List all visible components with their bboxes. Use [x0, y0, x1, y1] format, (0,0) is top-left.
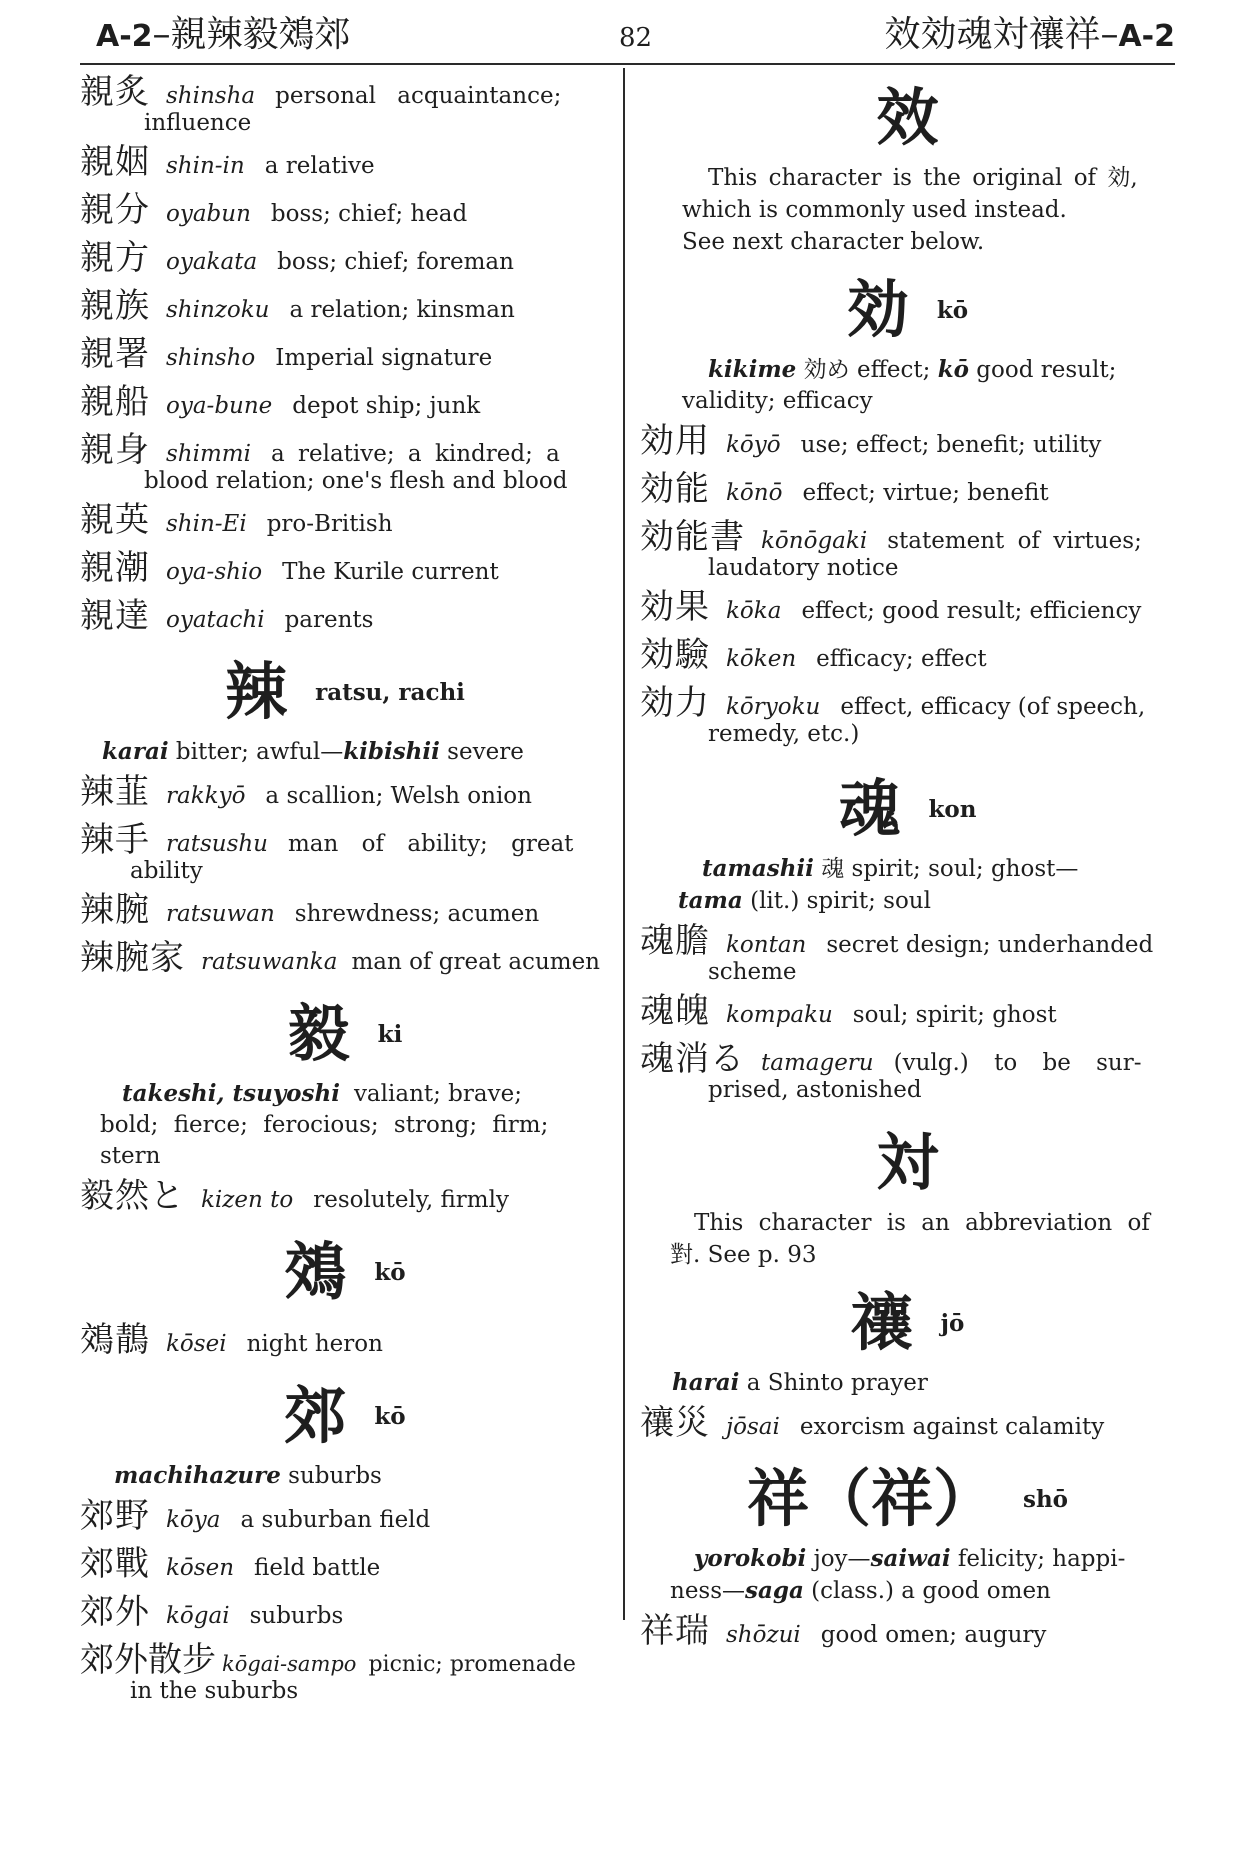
entry-kanji: 親方	[80, 238, 150, 278]
entry-definition: secret design; underhanded	[826, 932, 1154, 958]
entry-definition: use; effect; benefit; utility	[800, 432, 1102, 458]
dict-entry	[80, 934, 610, 982]
dict-entry	[80, 886, 610, 934]
kun-word: karai	[102, 738, 169, 765]
entry-kanji: 親姻	[80, 142, 150, 182]
entry-romaji: kōka	[726, 598, 782, 624]
entry-kanji: 親分	[80, 190, 150, 230]
kun-reading-line	[678, 885, 1175, 917]
entry-definition: statement of virtues;	[887, 528, 1142, 554]
headword-kanji: 効	[846, 273, 909, 346]
headword-ratsu	[80, 654, 610, 730]
entry-kanji: 魂膽	[640, 921, 710, 961]
entry-romaji: kōgai-sampo	[222, 1652, 357, 1676]
entry-definition: man of great acumen	[351, 949, 600, 975]
entry-kanji: 魂消る	[640, 1039, 745, 1079]
entry-romaji: ratsuwanka	[201, 949, 338, 975]
header-right	[884, 10, 1175, 62]
entry-definition: soul; spirit; ghost	[852, 1002, 1057, 1028]
kun-reading-line	[702, 853, 1175, 885]
entry-kanji: 郊戰	[80, 1544, 150, 1584]
entry-definition: night heron	[246, 1331, 383, 1357]
entry-romaji: kōsen	[166, 1555, 235, 1581]
column-divider	[623, 68, 625, 1620]
headword-kanji: 效	[876, 81, 939, 154]
kun-reading-line	[694, 1543, 1175, 1575]
entry-definition-cont: blood relation; one's flesh and blood	[144, 468, 568, 494]
entry-definition: pro-British	[266, 511, 393, 537]
headword-ko-suburb	[80, 1378, 610, 1454]
entry-kanji: 効能	[640, 469, 710, 509]
kun-definition: valiant; brave;	[353, 1081, 522, 1107]
headword-ko-heron	[80, 1234, 610, 1310]
kun-word: takeshi, tsuyoshi	[122, 1080, 340, 1107]
header-left-code: A-2	[96, 19, 153, 54]
entry-definition: Imperial signature	[275, 345, 493, 371]
entry-romaji: kōyō	[726, 432, 781, 458]
headword-reading: ratsu, rachi	[315, 678, 465, 706]
entry-kanji: 親身	[80, 430, 150, 470]
entry-kanji: 禳災	[640, 1403, 710, 1443]
kun-definition: suburbs	[280, 1463, 382, 1489]
headword-kanji: 魂	[838, 772, 901, 845]
kun-word: yorokobi	[694, 1545, 807, 1572]
ki-entry-list	[80, 1172, 610, 1220]
kun-word: tamashii	[702, 855, 814, 882]
entry-definition: picnic; promenade	[368, 1652, 576, 1677]
entry-romaji: kōgai	[166, 1603, 230, 1629]
entry-kanji: 魂魄	[640, 991, 710, 1031]
note-line: See next character below.	[682, 229, 985, 255]
entry-definition: man of ability; great	[288, 831, 574, 857]
kon-entry-list	[640, 917, 1175, 1105]
entry-kanji: 親英	[80, 500, 150, 540]
dict-entry	[640, 631, 1175, 679]
kun-reading-line	[122, 1078, 610, 1110]
headword-sho	[640, 1461, 1175, 1537]
headword-reading: kō	[374, 1258, 406, 1286]
entry-definition: efficacy; effect	[816, 646, 987, 672]
dict-entry	[640, 417, 1175, 465]
entry-definition-cont: influence	[144, 110, 252, 136]
kun-definition: (class.) a good omen	[803, 1578, 1051, 1604]
kun-reading-line	[672, 1367, 1175, 1399]
entry-romaji: ratsuwan	[166, 901, 275, 927]
entry-romaji: ratsushu	[166, 831, 268, 857]
headword-reading: kō	[936, 296, 969, 324]
entry-definition: a scallion; Welsh onion	[265, 783, 532, 809]
sho-entry-list	[640, 1607, 1175, 1655]
kun-word: machihazure	[114, 1462, 281, 1489]
dict-entry	[80, 138, 610, 186]
kun-word: saga	[745, 1577, 804, 1604]
dict-entry	[80, 768, 610, 816]
kun-definition: effect;	[849, 357, 938, 383]
entry-romaji: oyabun	[166, 201, 251, 227]
entry-romaji: oyakata	[166, 249, 258, 275]
kun-definition-cont: stern	[100, 1143, 161, 1169]
entry-kanji: 郊野	[80, 1496, 150, 1536]
headword-kanji: 対	[876, 1126, 939, 1199]
headword-kon	[640, 771, 1175, 847]
dict-entry	[80, 282, 610, 330]
entry-definition: field battle	[254, 1555, 381, 1581]
dict-entry	[80, 1636, 610, 1706]
header-right-chars: 效効魂対禳祥–	[884, 14, 1119, 55]
dict-entry	[640, 679, 1175, 749]
page-header	[96, 10, 1175, 60]
entry-definition: (vulg.) to be sur-	[893, 1050, 1142, 1076]
entry-romaji: kōnōgaki	[761, 528, 868, 554]
entry-definition: boss; chief; foreman	[277, 249, 514, 275]
entry-kanji: 効能書	[640, 517, 745, 557]
dict-entry	[80, 234, 610, 282]
entry-definition-cont: in the suburbs	[130, 1678, 299, 1704]
kun-reading-line	[114, 1460, 610, 1492]
entry-kanji: 効力	[640, 683, 710, 723]
ko1-entry-list	[80, 1316, 610, 1364]
note-line: 對. See p. 93	[670, 1242, 817, 1268]
dict-entry	[80, 1492, 610, 1540]
entry-romaji: shimmi	[166, 441, 251, 467]
kun-word: kibishii	[343, 738, 440, 765]
entry-romaji: shinsha	[166, 83, 256, 109]
entry-kanji: 親船	[80, 382, 150, 422]
entry-definition: depot ship; junk	[292, 393, 481, 419]
entry-definition: suburbs	[249, 1603, 344, 1629]
kun-word: saiwai	[870, 1545, 951, 1572]
entry-kanji: 祥瑞	[640, 1611, 710, 1651]
entry-definition: a relative; a kindred; a	[270, 441, 560, 467]
entry-definition-cont: scheme	[708, 959, 797, 985]
entry-romaji: kōryoku	[726, 694, 821, 720]
note-line: This character is an abbreviation of	[694, 1210, 1150, 1236]
note-line: which is commonly used instead.	[682, 197, 1067, 223]
entry-kanji: 効用	[640, 421, 710, 461]
dict-entry	[640, 987, 1175, 1035]
entry-romaji: shin-Ei	[166, 511, 247, 537]
entry-definition-cont: ability	[130, 858, 203, 884]
entry-definition-cont: prised, astonished	[708, 1077, 922, 1103]
dict-entry	[80, 68, 610, 138]
entry-romaji: rakkyō	[166, 783, 246, 809]
dict-entry	[80, 816, 610, 886]
entry-romaji: shōzui	[726, 1622, 801, 1648]
entry-definition: The Kurile current	[282, 559, 499, 585]
kun-word: kikime	[708, 356, 797, 383]
entry-kanji: 郊外散步	[80, 1640, 216, 1680]
dict-entry	[80, 1172, 610, 1220]
kun-definition: felicity; happi-	[950, 1546, 1126, 1572]
headword-tai	[640, 1125, 1175, 1201]
entry-kanji: 郊外	[80, 1592, 150, 1632]
headword-reading: jō	[940, 1309, 965, 1337]
headword-reading: shō	[1023, 1485, 1069, 1513]
headword-reading: kō	[374, 1402, 406, 1430]
entry-kanji: 親族	[80, 286, 150, 326]
kun-reading-line	[102, 736, 610, 768]
entry-kanji: 親達	[80, 596, 150, 636]
dict-entry	[80, 1316, 610, 1364]
ko-entry-list	[640, 417, 1175, 749]
kun-definition: severe	[439, 739, 524, 765]
ratsu-entry-list	[80, 768, 610, 982]
headword-kanji: 郊	[284, 1379, 347, 1452]
entry-romaji: kōken	[726, 646, 797, 672]
entry-romaji: kōya	[166, 1507, 221, 1533]
right-column	[640, 68, 1175, 1655]
kun-word: tama	[678, 887, 743, 914]
kun-reading-line	[708, 354, 1175, 386]
entry-romaji: kompaku	[726, 1002, 833, 1028]
headword-kanji: 毅	[287, 997, 350, 1070]
headword-reading: ki	[377, 1020, 403, 1048]
entry-romaji: kōsei	[166, 1331, 227, 1357]
entry-definition: good omen; augury	[820, 1622, 1047, 1648]
entry-definition-cont: laudatory notice	[708, 555, 899, 581]
kun-definition: ness—	[670, 1578, 746, 1604]
left-column	[80, 68, 610, 1706]
kun-kanji: 効め	[796, 357, 850, 383]
kun-definition: joy—	[806, 1546, 871, 1572]
entry-romaji: jōsai	[726, 1414, 780, 1440]
headword-ko-effect	[640, 272, 1175, 348]
kun-definition: a Shinto prayer	[739, 1370, 928, 1396]
entry-kanji: 辣腕家	[80, 938, 185, 978]
kun-word: kō	[937, 356, 969, 383]
dict-entry	[640, 583, 1175, 631]
entry-definition: a suburban field	[240, 1507, 431, 1533]
entry-definition: exorcism against calamity	[799, 1414, 1105, 1440]
dict-entry	[80, 186, 610, 234]
jo-entry-list	[640, 1399, 1175, 1447]
entry-definition: a relative	[264, 153, 375, 179]
entry-definition: personal acquaintance;	[275, 83, 562, 109]
entry-definition-cont: remedy, etc.)	[708, 721, 860, 747]
entry-kanji: 辣手	[80, 820, 150, 860]
kun-definition-cont: validity; efficacy	[682, 388, 873, 414]
kun-definition: spirit; soul; ghost—	[844, 856, 1079, 882]
entry-kanji: 鵁鶄	[80, 1320, 150, 1360]
entry-definition: effect, efficacy (of speech,	[840, 694, 1146, 720]
entry-kanji: 親潮	[80, 548, 150, 588]
dict-entry	[80, 378, 610, 426]
entry-definition: shrewdness; acumen	[294, 901, 540, 927]
headword-kanji: 辣	[225, 655, 288, 728]
entry-kanji: 親署	[80, 334, 150, 374]
entry-romaji: shinzoku	[166, 297, 270, 323]
entry-kanji: 効驗	[640, 635, 710, 675]
kun-reading-line	[670, 1575, 1175, 1607]
entry-kanji: 毅然と	[80, 1176, 185, 1216]
headword-ki	[80, 996, 610, 1072]
entry-definition: effect; good result; efficiency	[801, 598, 1142, 624]
entry-definition: a relation; kinsman	[289, 297, 515, 323]
dict-entry	[640, 465, 1175, 513]
entry-kanji: 辣韮	[80, 772, 150, 812]
dict-entry	[640, 1399, 1175, 1447]
headword-ko-original	[640, 80, 1175, 156]
dict-entry	[80, 592, 610, 640]
headword-kanji: 禳	[850, 1286, 913, 1359]
ko2-entry-list	[80, 1492, 610, 1706]
kun-definition: good result;	[968, 357, 1117, 383]
kun-definition: bitter; awful—	[168, 739, 344, 765]
header-left-chars: –親辣毅鵁郊	[152, 14, 351, 55]
entry-definition: resolutely, firmly	[313, 1187, 509, 1213]
entry-kanji: 辣腕	[80, 890, 150, 930]
headword-kanji: 祥（祥）	[746, 1462, 995, 1535]
dict-entry	[80, 544, 610, 592]
dict-entry	[640, 917, 1175, 987]
entry-romaji: shin-in	[166, 153, 245, 179]
headword-jo	[640, 1285, 1175, 1361]
entry-romaji: kōnō	[726, 480, 783, 506]
dict-entry	[80, 496, 610, 544]
entry-kanji: 効果	[640, 587, 710, 627]
entry-definition: boss; chief; head	[270, 201, 468, 227]
page-number: 82	[618, 23, 653, 53]
entry-romaji: oya-bune	[166, 393, 273, 419]
header-right-code: A-2	[1118, 19, 1175, 54]
entry-definition: effect; virtue; benefit	[802, 480, 1049, 506]
dict-entry	[80, 1588, 610, 1636]
entry-definition: parents	[284, 607, 374, 633]
entry-romaji: oya-shio	[166, 559, 263, 585]
dict-entry	[80, 426, 610, 496]
dict-entry	[640, 513, 1175, 583]
kun-word: harai	[672, 1369, 740, 1396]
entry-romaji: kizen to	[201, 1187, 294, 1213]
headword-kanji: 鵁	[284, 1235, 347, 1308]
entry-romaji: shinsho	[166, 345, 256, 371]
kun-kanji: 魂	[813, 856, 845, 882]
dict-entry	[80, 330, 610, 378]
entry-romaji: kontan	[726, 932, 807, 958]
header-rule	[80, 63, 1175, 65]
entry-romaji: oyatachi	[166, 607, 265, 633]
dict-entry	[640, 1035, 1175, 1105]
kun-definition-cont: bold; fierce; ferocious; strong; firm;	[100, 1112, 549, 1138]
entry-romaji: tamageru	[761, 1050, 874, 1076]
entry-kanji: 親炙	[80, 72, 150, 112]
shin-entry-list	[80, 68, 610, 640]
note-line: This character is the original of 効,	[708, 165, 1138, 191]
dict-entry	[640, 1607, 1175, 1655]
kun-definition: (lit.) spirit; soul	[742, 888, 931, 914]
headword-reading: kon	[928, 795, 977, 823]
dict-entry	[80, 1540, 610, 1588]
